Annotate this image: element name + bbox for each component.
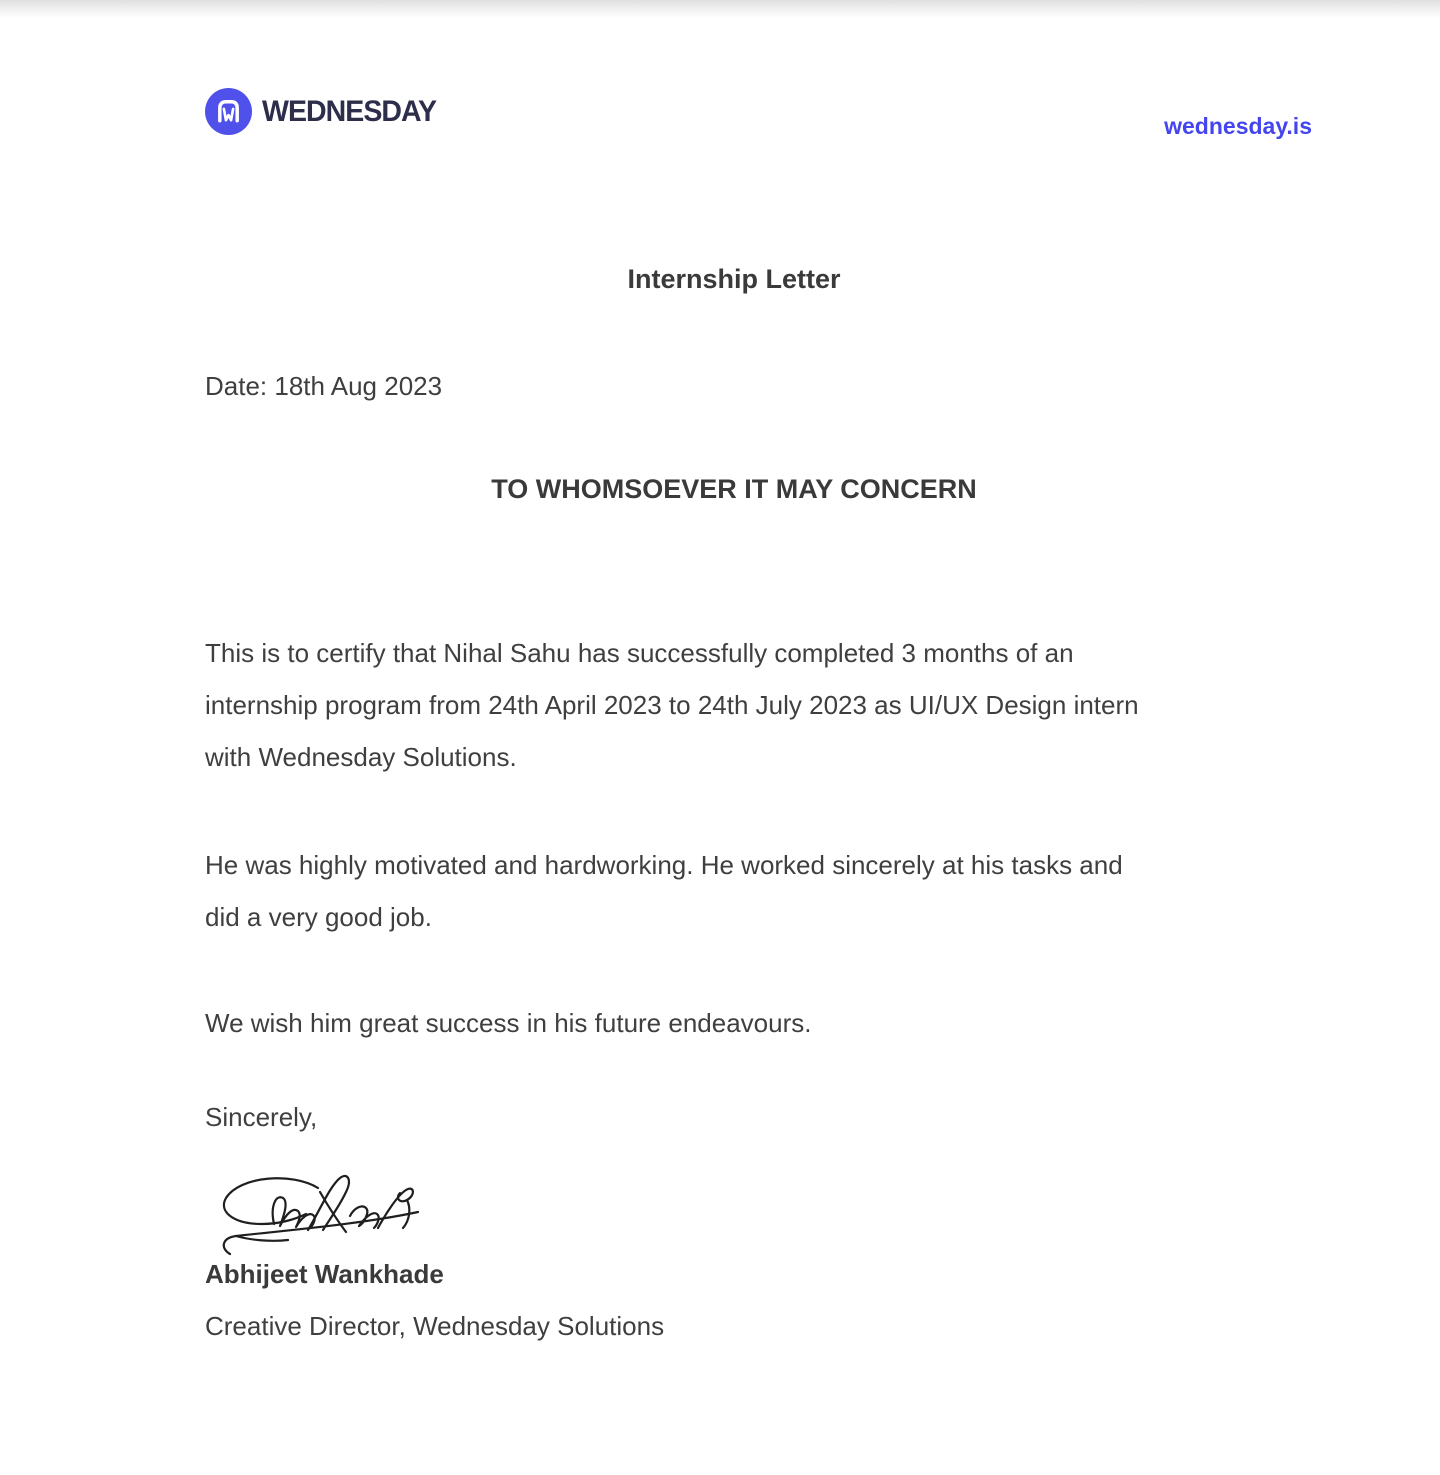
signer-role: Creative Director, Wednesday Solutions <box>205 1311 665 1341</box>
paragraph-wishes <box>205 997 1263 1049</box>
paragraph-line: with Wednesday Solutions. <box>205 742 517 772</box>
paragraph-performance <box>205 839 1263 943</box>
paragraph-certification <box>205 627 1263 783</box>
handwritten-signature <box>210 1168 440 1260</box>
wednesday-logo <box>205 88 445 135</box>
paragraph-line: This is to certify that Nihal Sahu has successfully completed 3 months of an <box>205 638 1074 668</box>
page-top-shadow <box>0 0 1440 18</box>
wednesday-logo-icon <box>205 88 252 135</box>
salutation: TO WHOMSOEVER IT MAY CONCERN <box>491 474 977 504</box>
paragraph-line: He was highly motivated and hardworking. He worked sincerely at his tasks and <box>205 850 1123 880</box>
paragraph-line: internship program from 24th April 2023 to 24th July 2023 as UI/UX Design intern <box>205 690 1139 720</box>
site-link[interactable]: wednesday.is <box>1164 113 1312 139</box>
closing-line: Sincerely, <box>205 1102 318 1132</box>
brand-wordmark: WEDNESDAY <box>262 94 437 128</box>
date-line: Date: 18th Aug 2023 <box>205 371 443 401</box>
paragraph-line: did a very good job. <box>205 902 432 932</box>
signer-name: Abhijeet Wankhade <box>205 1259 444 1289</box>
letter-title: Internship Letter <box>627 264 841 294</box>
paragraph-line: We wish him great success in his future endeavours. <box>205 1008 812 1038</box>
